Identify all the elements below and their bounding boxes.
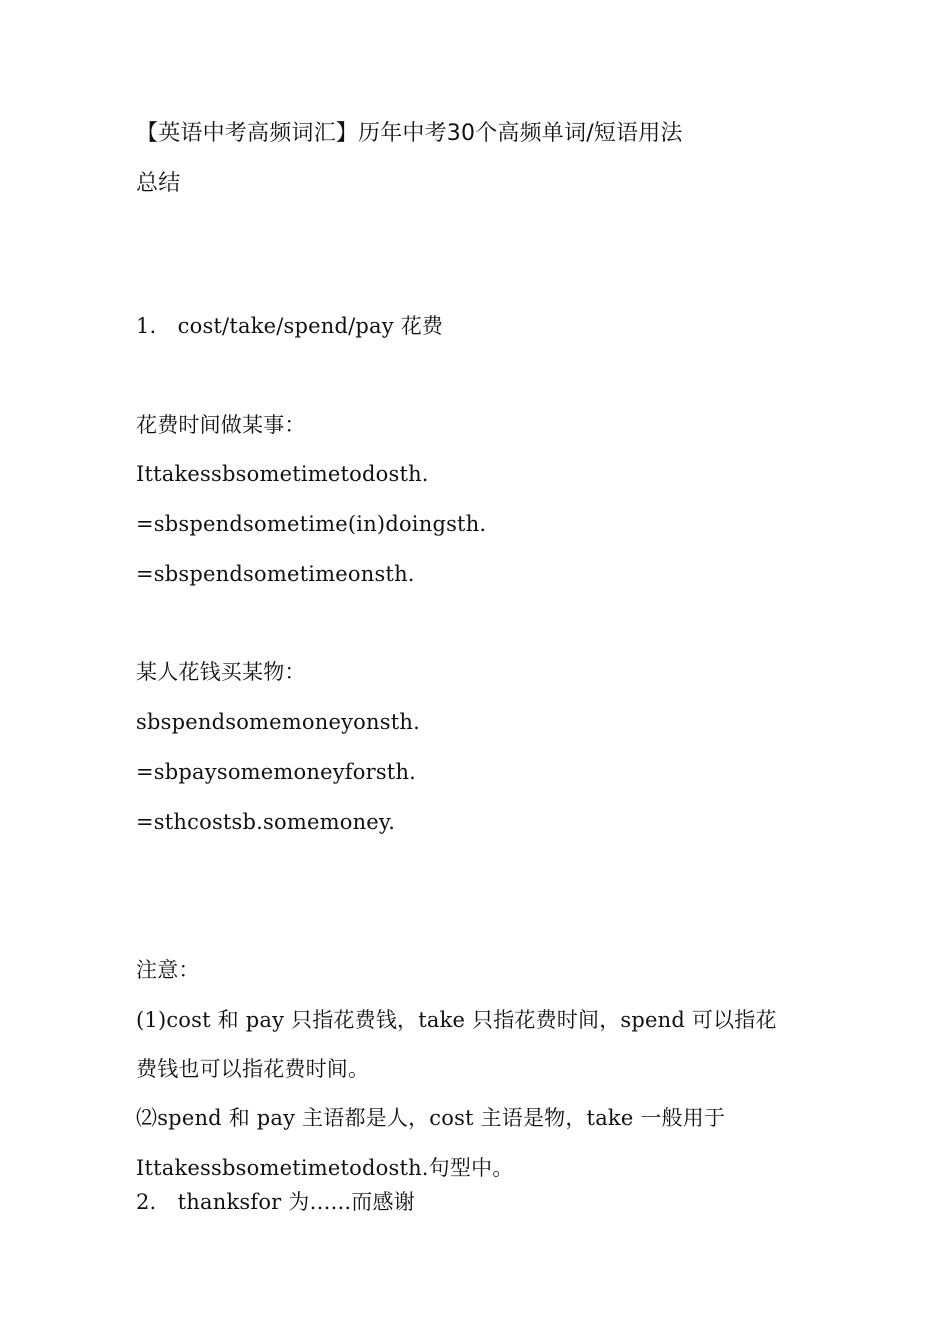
note-label: 注意： — [136, 958, 200, 982]
money-usage-line-3: =sthcostsb.somemoney. — [136, 810, 396, 834]
section-1-heading: 1. cost/take/spend/pay 花费 — [136, 314, 444, 338]
time-usage-line-1: Ittakessbsometimetodosth. — [136, 462, 429, 486]
document-title-line-2: 总结 — [136, 171, 181, 196]
note-line-3: ⑵spend 和 pay 主语都是人，cost 主语是物，take 一般用于 — [136, 1106, 726, 1130]
time-usage-label: 花费时间做某事： — [136, 413, 306, 437]
money-usage-line-1: sbspendsomemoneyonsth. — [136, 710, 420, 734]
note-line-2: 费钱也可以指花费时间。 — [136, 1057, 370, 1081]
note-line-4: Ittakessbsometimetodosth.句型中。 — [136, 1156, 514, 1180]
time-usage-line-2: =sbspendsometime(in)doingsth. — [136, 512, 487, 536]
time-usage-line-3: =sbspendsometimeonsth. — [136, 562, 415, 586]
money-usage-label: 某人花钱买某物： — [136, 660, 306, 684]
section-2-heading: 2. thanksfor 为…...而感谢 — [136, 1190, 415, 1214]
document-title-line-1: 【英语中考高频词汇】历年中考30个高频单词/短语用法 — [136, 121, 683, 146]
note-line-1: (1)cost 和 pay 只指花费钱，take 只指花费时间，spend 可以指花 — [136, 1008, 777, 1032]
money-usage-line-2: =sbpaysomemoneyforsth. — [136, 760, 417, 784]
